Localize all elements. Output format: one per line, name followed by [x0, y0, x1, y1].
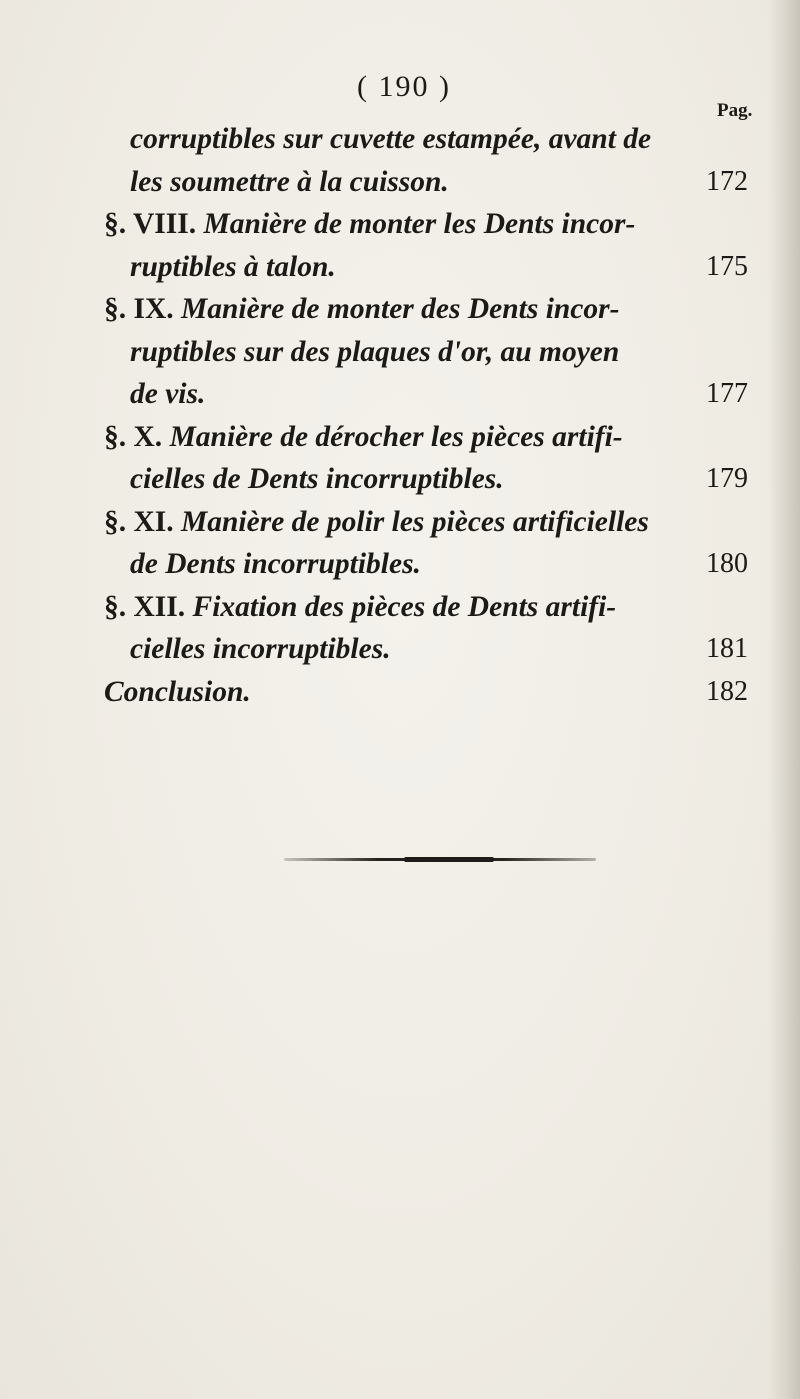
- page-ref: 175: [706, 250, 748, 282]
- entry-text: les soumettre à la cuisson.: [130, 165, 449, 198]
- toc-line: [104, 161, 748, 204]
- entry-text: Manière de monter les Dents incor-: [196, 208, 636, 240]
- entry-text: Manière de monter des Dents incor-: [173, 293, 620, 325]
- toc-line: [104, 586, 748, 629]
- toc-line: [104, 543, 748, 586]
- page-edge-shadow: [768, 0, 800, 1399]
- section-mark: §. VIII.: [104, 208, 197, 240]
- entry-text: Manière de polir les pièces artificielles: [173, 505, 649, 538]
- section-mark: §. XII.: [104, 590, 186, 623]
- toc-line: [104, 501, 748, 544]
- section-mark: §. XI.: [104, 505, 174, 538]
- page-ref: 182: [706, 675, 748, 707]
- toc-line: [104, 373, 748, 416]
- entry-text: corruptibles sur cuvette estampée, avant de: [130, 123, 652, 155]
- page-ref: 179: [706, 463, 748, 494]
- toc-line: [104, 203, 748, 246]
- page-ref: 181: [706, 633, 748, 664]
- entry-text: cielles incorruptibles.: [130, 633, 391, 665]
- entry-text: cielles de Dents incorruptibles.: [130, 463, 504, 495]
- table-of-contents: [104, 118, 748, 713]
- toc-line: [104, 288, 748, 331]
- toc-line: [104, 331, 748, 374]
- toc-line: [104, 458, 748, 501]
- closing-rule: [284, 858, 596, 861]
- entry-text: de Dents incorruptibles.: [130, 548, 421, 580]
- toc-line: [104, 118, 748, 161]
- entry-text: ruptibles sur des plaques d'or, au moyen: [130, 335, 620, 368]
- toc-line: [104, 246, 748, 289]
- section-mark: §. IX.: [104, 293, 174, 325]
- toc-line: [104, 416, 748, 459]
- section-mark: §. X.: [104, 420, 163, 453]
- entry-text: Fixation des pièces de Dents artifi-: [185, 590, 617, 623]
- page-ref: 180: [706, 548, 748, 579]
- toc-line: [104, 628, 748, 671]
- page-ref: 172: [706, 165, 748, 197]
- pag-column-label: Pag.: [717, 100, 753, 121]
- entry-text: Conclusion.: [104, 675, 251, 708]
- entry-text: Manière de dérocher les pièces artifi-: [162, 420, 623, 453]
- toc-line: [104, 671, 748, 714]
- page-number: ( 190 ): [357, 70, 451, 103]
- entry-text: de vis.: [130, 378, 206, 410]
- page-ref: 177: [706, 378, 748, 409]
- entry-text: ruptibles à talon.: [130, 250, 336, 283]
